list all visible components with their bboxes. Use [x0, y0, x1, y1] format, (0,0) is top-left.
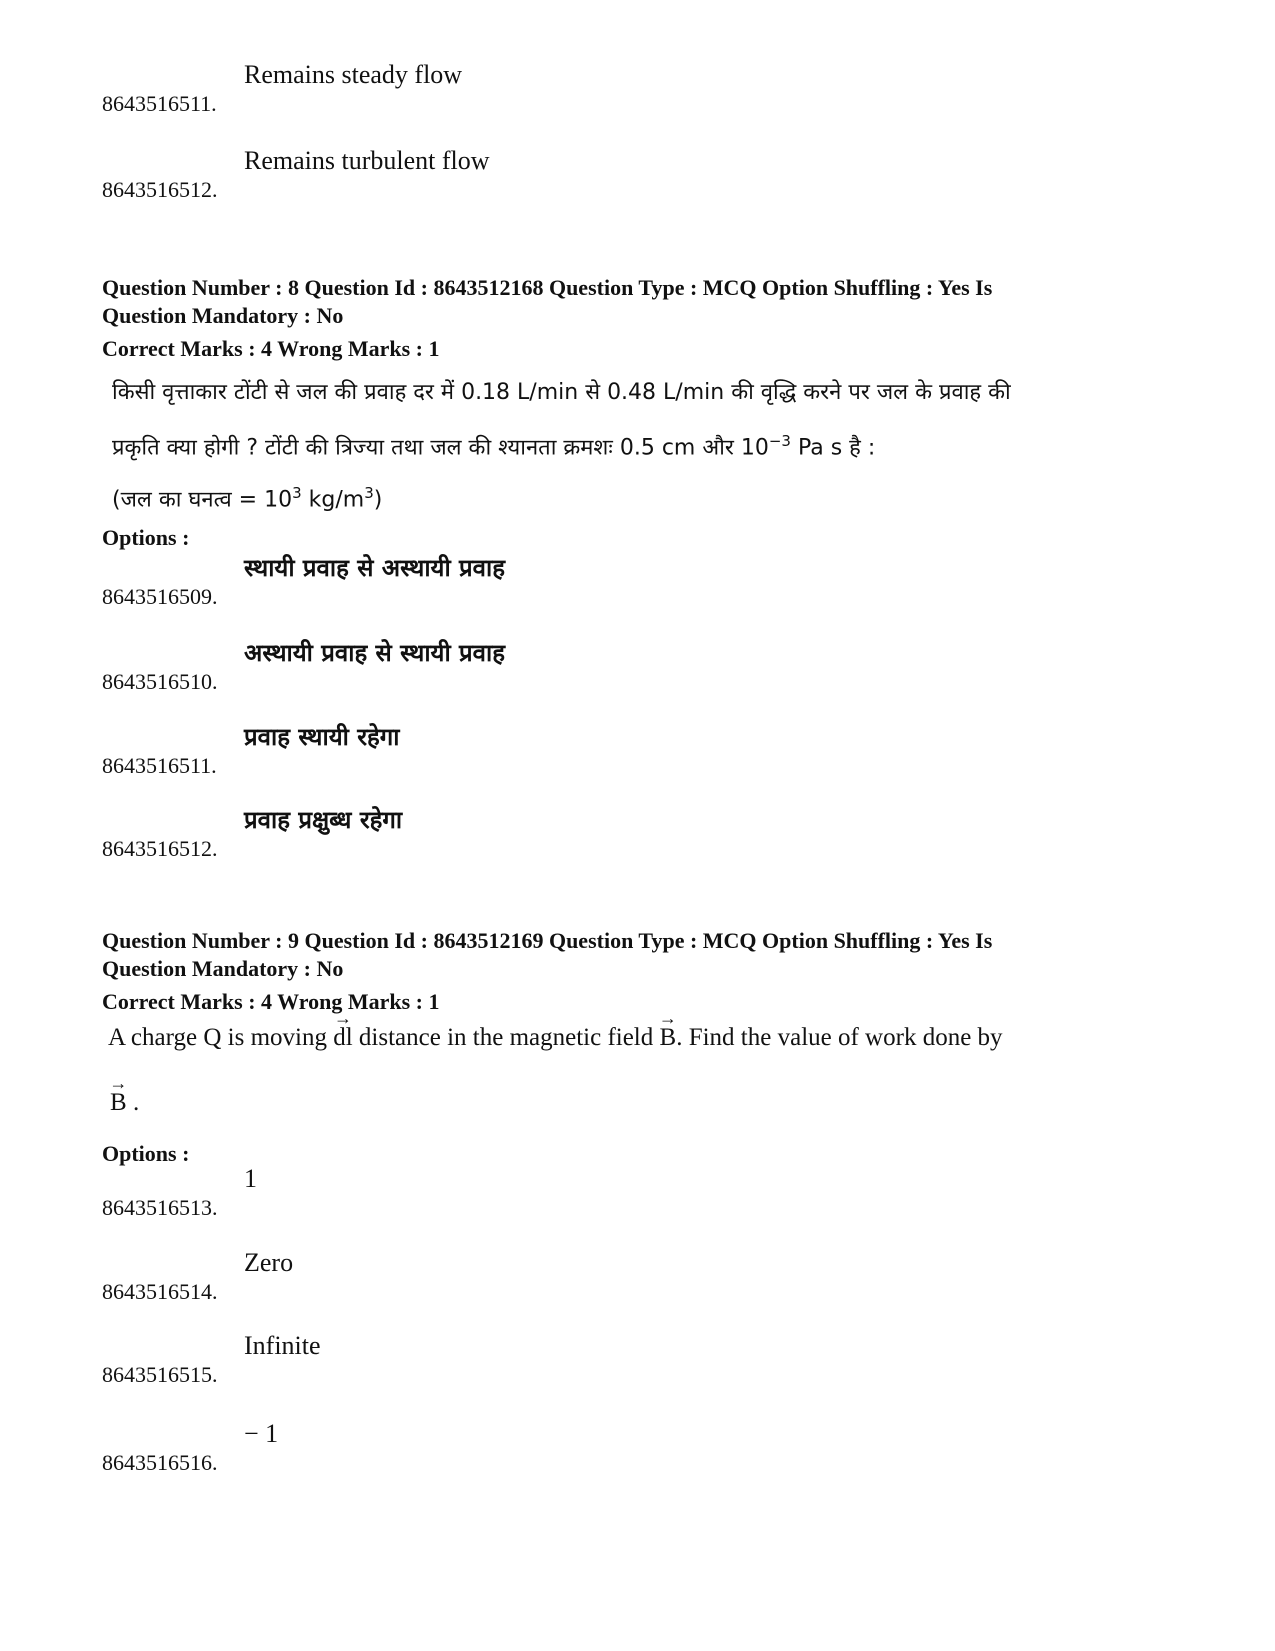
option-row: [102, 805, 1182, 861]
option-text: Infinite: [244, 1331, 321, 1360]
option-id: 8643516516.: [102, 1450, 218, 1475]
vector-b: → B: [660, 1021, 677, 1055]
question-8-text-line: [112, 424, 875, 465]
option-id: 8643516512.: [102, 836, 218, 861]
option-row: [102, 1164, 1182, 1220]
question-9-marks: Correct Marks : 4 Wrong Marks : 1: [102, 989, 440, 1014]
option-text: 1: [244, 1164, 257, 1193]
options-label: Options :: [102, 1141, 190, 1166]
superscript: 3: [292, 484, 302, 502]
question-9-text-line: [108, 1021, 1003, 1055]
question-9-text-line: [110, 1086, 139, 1120]
option-row: [102, 553, 1182, 609]
option-row: [102, 146, 1182, 202]
option-text: Zero: [244, 1248, 294, 1277]
option-id: 8643516511.: [102, 91, 217, 116]
option-row: [102, 60, 1182, 116]
question-8-text-line: किसी वृत्ताकार टोंटी से जल की प्रवाह दर में 0.18 L/min से 0.48 L/min की वृद्धि करने पर जल के प्रवाह की: [112, 380, 1011, 405]
option-id: 8643516510.: [102, 669, 218, 694]
option-text: प्रवाह प्रक्षुब्ध रहेगा: [244, 806, 403, 834]
question-8-text-line: [112, 476, 382, 517]
question-text-part: (जल का घनत्व = 10: [112, 487, 293, 513]
option-row: [102, 638, 1182, 694]
superscript: 3: [364, 484, 374, 502]
question-text-part: kg/m: [301, 487, 365, 513]
options-label: Options :: [102, 525, 190, 550]
option-row: [102, 1248, 1182, 1304]
superscript: −3: [768, 432, 791, 450]
question-meta-line: Question Mandatory : No: [102, 956, 344, 981]
question-text-part: प्रकृति क्या होगी ? टोंटी की त्रिज्या तथा जल की श्यानता क्रमशः 0.5 cm और 10: [112, 435, 769, 461]
question-9-meta: [102, 927, 1182, 983]
option-text: प्रवाह स्थायी रहेगा: [244, 723, 400, 751]
option-id: 8643516512.: [102, 177, 218, 202]
vector-dl: → dl: [333, 1021, 352, 1055]
question-text-part: Pa s है :: [790, 435, 876, 461]
option-row: [102, 1331, 1182, 1387]
option-text: − 1: [244, 1419, 279, 1448]
option-id: 8643516511.: [102, 753, 217, 778]
question-meta-line: Question Number : 8 Question Id : 8643512168 Question Type : MCQ Option Shuffling : Yes Is: [102, 275, 993, 300]
option-id: 8643516515.: [102, 1362, 218, 1387]
question-text-part: A charge Q is moving: [108, 1024, 334, 1051]
question-8-meta: [102, 274, 1182, 330]
option-text: स्थायी प्रवाह से अस्थायी प्रवाह: [244, 554, 505, 582]
option-text: अस्थायी प्रवाह से स्थायी प्रवाह: [244, 639, 505, 667]
question-text-part: ): [373, 487, 383, 513]
question-text-part: . Find the value of work done by: [676, 1024, 1003, 1051]
question-text-part: .: [126, 1089, 140, 1116]
option-text: Remains steady flow: [244, 60, 463, 89]
question-meta-line: Question Mandatory : No: [102, 303, 344, 328]
option-row: [102, 722, 1182, 778]
option-row: [102, 1419, 1182, 1475]
option-id: 8643516513.: [102, 1195, 218, 1220]
question-8-marks: Correct Marks : 4 Wrong Marks : 1: [102, 336, 440, 361]
question-text-part: distance in the magnetic field: [352, 1024, 660, 1051]
option-id: 8643516509.: [102, 584, 218, 609]
option-text: Remains turbulent flow: [244, 146, 490, 175]
question-meta-line: Question Number : 9 Question Id : 8643512169 Question Type : MCQ Option Shuffling : Yes Is: [102, 928, 993, 953]
vector-b: → B: [110, 1086, 127, 1120]
option-id: 8643516514.: [102, 1279, 218, 1304]
